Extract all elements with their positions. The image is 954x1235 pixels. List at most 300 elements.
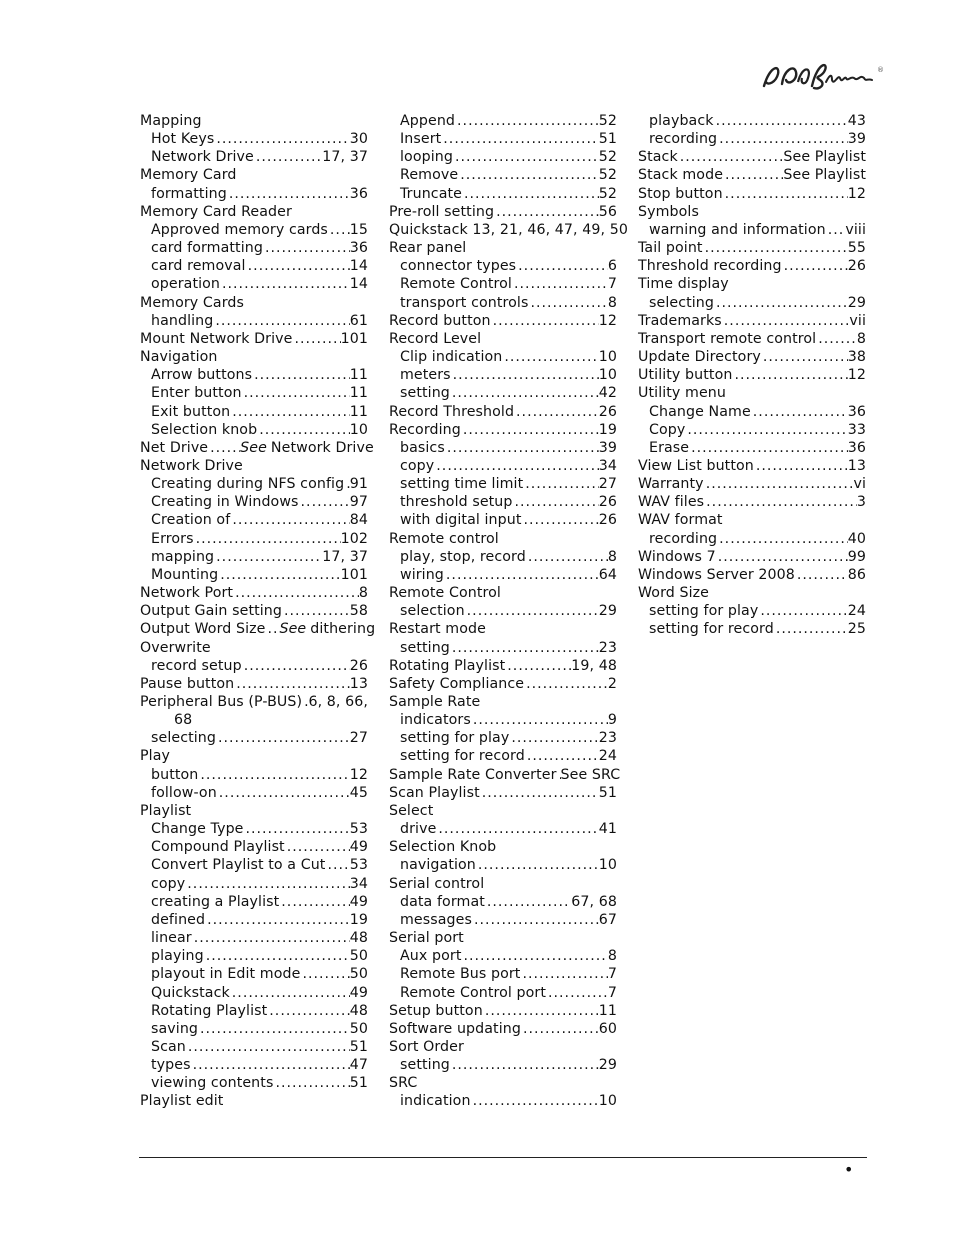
entry-term: Recording (389, 421, 461, 438)
index-entry (140, 693, 368, 711)
page-reference: 52 (598, 113, 617, 129)
entry-term: recording (649, 131, 718, 148)
entry-term: Network Drive (151, 149, 254, 166)
index-subentry (140, 766, 368, 784)
entry-term: Pause button (140, 675, 235, 692)
leader-dots (434, 457, 598, 475)
page-reference: 49 (349, 839, 368, 856)
leader-dots (198, 1020, 350, 1038)
index-entry (140, 166, 368, 184)
entry-term: Network Port (140, 585, 234, 602)
page-reference: 39 (598, 439, 617, 456)
page-reference: 12 (847, 185, 866, 202)
page-reference: 51 (349, 1038, 368, 1055)
index-subentry (389, 275, 617, 293)
leader-dots (214, 130, 349, 148)
index-column-3 (638, 112, 866, 639)
entry-term: WAV files (638, 494, 705, 511)
index-subentry (140, 856, 368, 874)
entry-term: saving (151, 1020, 199, 1037)
index-subentry (140, 1074, 368, 1092)
leader-dots (480, 784, 599, 802)
page-reference: 14 (349, 258, 368, 275)
leader-dots (462, 947, 608, 965)
entry-term: Utility button (638, 367, 733, 384)
page-reference: 10 (598, 1093, 617, 1110)
leader-dots (722, 312, 850, 330)
leader-dots (244, 820, 350, 838)
leader-dots (292, 330, 340, 348)
entry-term: Record Level (389, 330, 482, 347)
index-subentry (140, 403, 368, 421)
leader-dots (758, 602, 847, 620)
leader-dots (462, 185, 599, 203)
entry-term: Scan Playlist (389, 784, 480, 801)
index-subentry (638, 439, 866, 457)
footer-bullet: • (844, 1160, 854, 1179)
index-subentry (389, 820, 617, 838)
leader-dots (216, 729, 350, 747)
index-subentry (389, 711, 617, 729)
entry-term: formatting (151, 185, 227, 202)
leader-dots (214, 548, 322, 566)
entry-term: Exit button (151, 403, 231, 420)
leader-dots (217, 784, 350, 802)
page-reference: 15 (349, 221, 368, 238)
entry-term: Truncate (400, 185, 462, 202)
page-reference: 53 (349, 821, 368, 838)
entry-term: Update Directory (638, 349, 761, 366)
index-subentry (389, 911, 617, 929)
index-entry (389, 784, 617, 802)
entry-term: Software updating (389, 1020, 521, 1037)
page-reference: 11 (349, 367, 368, 384)
index-entry (638, 148, 866, 166)
page-reference: 12 (847, 367, 866, 384)
page-reference: 23 (598, 730, 617, 747)
index-subentry (140, 875, 368, 893)
leader-dots (528, 294, 607, 312)
leader-dots (774, 620, 848, 638)
entry-term: looping (400, 149, 453, 166)
page-reference: 38 (847, 349, 866, 366)
index-subentry (140, 729, 368, 747)
entry-term: Clip indication (400, 349, 503, 366)
leader-dots (263, 239, 350, 257)
page-reference: 26 (598, 512, 617, 529)
leader-dots (704, 475, 854, 493)
leader-dots (678, 148, 784, 166)
index-entry (140, 747, 368, 765)
page-reference: 58 (349, 603, 368, 620)
entry-term: Quickstack 13, 21, 46, 47, 49, 50 (389, 221, 629, 238)
index-entry (140, 203, 368, 221)
see-reference-label: See (240, 439, 267, 456)
page-reference: 12 (598, 312, 617, 329)
leader-dots (205, 911, 350, 929)
index-subentry (389, 366, 617, 384)
index-subentry (140, 257, 368, 275)
leader-dots (450, 1056, 599, 1074)
index-subentry (638, 620, 866, 638)
leader-dots (546, 984, 608, 1002)
entry-term: Stack mode (638, 167, 724, 184)
page-reference: 10 (598, 349, 617, 366)
entry-term: Stop button (638, 185, 723, 202)
entry-term: selecting (649, 294, 714, 311)
index-subentry (638, 130, 866, 148)
entry-term: Append (400, 113, 456, 129)
entry-term: Memory Card Reader (140, 203, 292, 220)
page-reference: 101 (340, 566, 368, 583)
index-subentry (140, 312, 368, 330)
leader-dots (717, 130, 848, 148)
entry-term: Output Word Size (140, 621, 266, 638)
page-reference: 10 (598, 857, 617, 874)
registered-mark: ® (877, 66, 884, 74)
entry-term: Safety Compliance (389, 675, 525, 692)
entry-term: Quickstack (151, 984, 230, 1001)
entry-term: Peripheral Bus (P-BUS) (140, 694, 303, 710)
entry-term: Copy (649, 421, 686, 438)
index-subentry (638, 294, 866, 312)
leader-dots (465, 602, 599, 620)
index-subentry (140, 657, 368, 675)
index-subentry (638, 112, 866, 130)
page-reference: 56 (598, 203, 617, 220)
index-subentry (638, 221, 866, 239)
page-reference: 34 (598, 457, 617, 474)
page-reference: 50 (349, 948, 368, 965)
entry-term: defined (151, 911, 206, 928)
page-reference: 29 (598, 603, 617, 620)
page-reference: 13 (847, 457, 866, 474)
index-entry (140, 330, 368, 348)
entry-term: setting time limit (400, 476, 524, 493)
leader-dots (516, 257, 608, 275)
index-subentry (389, 1092, 617, 1110)
leader-dots (234, 675, 350, 693)
entry-term: with digital input (400, 512, 522, 529)
index-entry (389, 620, 617, 638)
entry-term: drive (400, 821, 437, 838)
entry-term: Transport remote control (638, 330, 817, 347)
index-entry (389, 403, 617, 421)
index-entry (389, 675, 617, 693)
page-reference: 7 (607, 276, 617, 293)
index-subentry (389, 257, 617, 275)
index-subentry (140, 1002, 368, 1020)
page-reference: 8 (607, 948, 617, 965)
index-subentry (389, 148, 617, 166)
index-subentry (140, 475, 368, 493)
entry-term: Change Name (649, 403, 751, 420)
index-entry (140, 1092, 368, 1110)
leader-dots (525, 747, 599, 765)
entry-term: Mount Network Drive (140, 330, 293, 347)
index-subentry (140, 548, 368, 566)
leader-dots (471, 1092, 599, 1110)
page-reference: 2 (607, 675, 617, 692)
page-reference: 17, 37 (322, 548, 368, 565)
index-entry (389, 239, 617, 257)
index-subentry (389, 294, 617, 312)
entry-term: Navigation (140, 349, 218, 366)
page-reference: 52 (598, 149, 617, 166)
entry-term: Play (140, 748, 170, 765)
index-entry (389, 203, 617, 221)
page-reference: 11 (598, 1002, 617, 1019)
page-reference: 8 (856, 330, 866, 347)
page-reference: 17, 37 (322, 149, 368, 166)
page-reference: 47 (349, 1057, 368, 1074)
leader-dots (246, 257, 350, 275)
page-reference: vii (849, 312, 866, 329)
entry-term: meters (400, 367, 451, 384)
leader-dots (521, 1020, 599, 1038)
index-subentry (389, 639, 617, 657)
index-entry (638, 511, 866, 529)
index-entry (638, 493, 866, 511)
leader-dots (714, 112, 848, 130)
leader-dots (471, 711, 608, 729)
index-entry (638, 348, 866, 366)
leader-dots (795, 566, 848, 584)
index-entry (140, 294, 368, 312)
leader-dots (509, 729, 598, 747)
index-entry (140, 439, 374, 457)
entry-term: Memory Cards (140, 294, 244, 311)
entry-term: Mounting (151, 566, 219, 583)
entry-term: Time display (638, 276, 729, 293)
entry-term: setting for play (400, 730, 510, 747)
entry-term: playing (151, 948, 204, 965)
entry-term: setting for record (400, 748, 525, 765)
leader-dots (185, 875, 349, 893)
index-entry (389, 693, 617, 711)
leader-dots (704, 493, 857, 511)
page-reference: 10 (349, 421, 368, 438)
page-reference: 3 (856, 494, 866, 511)
index-entry (638, 203, 866, 221)
entry-term: Aux port (400, 948, 462, 965)
page-reference: 42 (598, 385, 617, 402)
index-entry (140, 802, 368, 820)
index-entry (638, 366, 866, 384)
index-subentry (389, 112, 617, 130)
entry-term: Output Gain setting (140, 603, 283, 620)
index-entry (140, 348, 368, 366)
index-entry (389, 330, 617, 348)
entry-term: SRC (389, 1075, 418, 1092)
leader-dots (230, 403, 349, 421)
page-reference: 45 (349, 784, 368, 801)
page-reference: 43 (847, 113, 866, 129)
page-reference-continued: 68 (174, 712, 193, 729)
entry-term: WAV format (638, 512, 723, 529)
index-entry (140, 602, 368, 620)
leader-dots (204, 947, 350, 965)
entry-term: Creating in Windows (151, 494, 299, 511)
leader-dots (299, 493, 350, 511)
entry-term: wiring (400, 566, 444, 583)
leader-dots (689, 439, 848, 457)
index-subentry (140, 530, 368, 548)
index-entry (638, 457, 866, 475)
index-entry (389, 766, 621, 784)
entry-term: Remote Control (400, 276, 512, 293)
leader-dots (444, 566, 599, 584)
index-entry (638, 330, 866, 348)
leader-dots (491, 312, 599, 330)
entry-term: Remove (400, 167, 459, 184)
entry-term: View List button (638, 457, 754, 474)
leader-dots (273, 1074, 349, 1092)
index-subentry (389, 348, 617, 366)
entry-term: Hot Keys (151, 131, 215, 148)
page-reference: See SRC (560, 766, 621, 783)
page-reference: 7 (607, 966, 617, 983)
index-entry (140, 639, 368, 657)
entry-term: indicators (400, 712, 471, 729)
entry-term: setting (400, 639, 450, 656)
page-reference: 34 (349, 875, 368, 892)
entry-term: Record Threshold (389, 403, 515, 420)
brand-logo (760, 56, 884, 96)
page-reference: 48 (349, 930, 368, 947)
index-entry (389, 584, 617, 602)
leader-dots (732, 366, 847, 384)
leader-dots (483, 1002, 599, 1020)
entry-term: Selection knob (151, 421, 258, 438)
entry-term: playback (649, 113, 714, 129)
page-reference: 14 (349, 276, 368, 293)
leader-dots (230, 511, 349, 529)
index-entry (389, 875, 617, 893)
index-entry (389, 1038, 617, 1056)
page-reference: 8 (607, 548, 617, 565)
entry-term: Convert Playlist to a Cut (151, 857, 326, 874)
entry-term: mapping (151, 548, 215, 565)
entry-term: creating a Playlist (151, 893, 280, 910)
entry-term: navigation (400, 857, 476, 874)
entry-term: Creation of (151, 512, 231, 529)
leader-dots (526, 548, 608, 566)
entry-term: setting for play (649, 603, 759, 620)
leader-dots (502, 348, 598, 366)
index-entry (638, 384, 866, 402)
entry-term: Network Drive (140, 457, 243, 474)
page-reference: 60 (598, 1020, 617, 1037)
page-reference: 29 (847, 294, 866, 311)
entry-term: Erase (649, 439, 690, 456)
leader-dots (512, 275, 608, 293)
leader-dots (230, 984, 350, 1002)
leader-dots (328, 221, 350, 239)
leader-dots (494, 203, 599, 221)
page-reference: 26 (349, 657, 368, 674)
leader-dots (523, 475, 598, 493)
page-reference: 19, 48 (571, 657, 617, 674)
leader-dots (325, 856, 349, 874)
index-entry (389, 657, 617, 675)
leader-dots (436, 820, 598, 838)
index-subentry (140, 511, 368, 529)
page-reference: 9 (607, 712, 617, 729)
leader-dots (233, 584, 359, 602)
index-entry (389, 1002, 617, 1020)
index-subentry (389, 1056, 617, 1074)
leader-dots (472, 911, 599, 929)
entry-term: Errors (151, 530, 194, 547)
page-reference: 23 (598, 639, 617, 656)
leader-dots (524, 675, 608, 693)
index-entry (389, 530, 617, 548)
page-reference: 91 (349, 476, 368, 493)
leader-dots (450, 384, 599, 402)
leader-dots (192, 929, 350, 947)
index-subentry (140, 493, 368, 511)
index-subentry (389, 566, 617, 584)
page-reference: 102 (340, 530, 368, 547)
page-reference: 29 (598, 1057, 617, 1074)
entry-term: selecting (151, 730, 216, 747)
page-reference: 61 (349, 312, 368, 329)
index-subentry (140, 275, 368, 293)
entry-term: Remote Control (389, 585, 501, 602)
index-subentry (389, 384, 617, 402)
entry-term: Remote control (389, 530, 499, 547)
index-entry (638, 257, 866, 275)
entry-term: indication (400, 1093, 471, 1110)
page-reference: 30 (349, 131, 368, 148)
entry-term: Sort Order (389, 1038, 464, 1055)
page-reference: 52 (598, 185, 617, 202)
entry-term: record setup (151, 657, 242, 674)
index-subentry (140, 838, 368, 856)
page-reference: 84 (349, 512, 368, 529)
leader-dots (300, 965, 349, 983)
index-entry (638, 475, 866, 493)
brand-logo-mark (760, 56, 884, 96)
page-reference: 6, 8, 66, (308, 694, 368, 710)
index-subentry (389, 856, 617, 874)
index-subentry (140, 947, 368, 965)
entry-term: card removal (151, 258, 246, 275)
index-subentry (389, 511, 617, 529)
leader-dots (445, 439, 599, 457)
leader-dots (213, 312, 349, 330)
index-subentry (389, 493, 617, 511)
footer-rule (139, 1157, 867, 1158)
page-reference: 8 (607, 294, 617, 311)
entry-term: Approved memory cards (151, 221, 328, 238)
page-reference: 11 (349, 403, 368, 420)
index-subentry (140, 893, 368, 911)
leader-dots (782, 257, 848, 275)
page-reference: 51 (598, 131, 617, 148)
leader-dots (191, 1056, 350, 1074)
leader-dots (476, 856, 599, 874)
index-subentry (389, 166, 617, 184)
index-entry (140, 584, 368, 602)
entry-term: messages (400, 911, 472, 928)
index-subentry (389, 185, 617, 203)
index-entry (389, 802, 617, 820)
entry-term: Windows Server 2008 (638, 566, 795, 583)
entry-term: Threshold recording (638, 258, 782, 275)
index-entry (140, 457, 368, 475)
